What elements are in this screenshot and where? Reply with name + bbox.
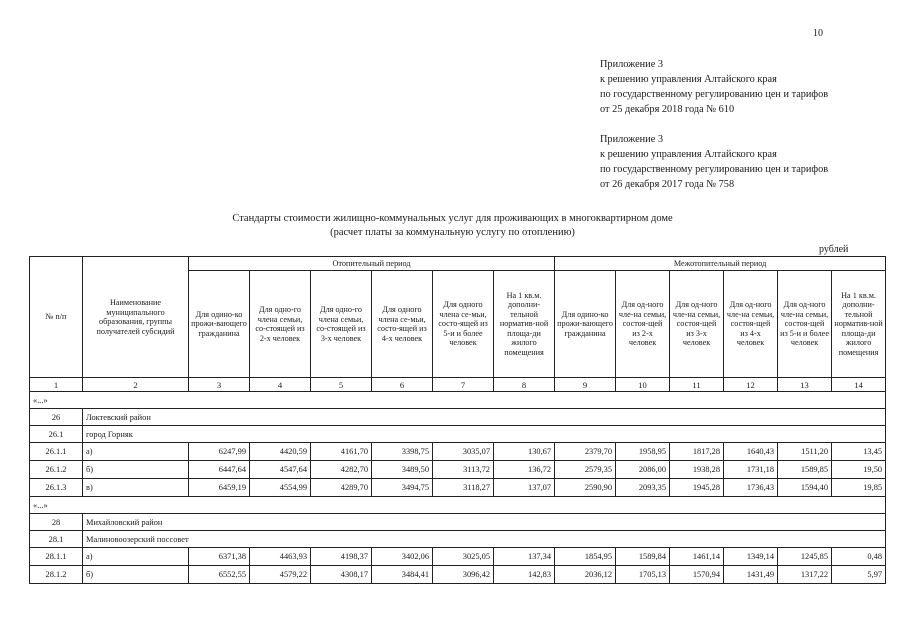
- column-index-cell: 12: [724, 378, 778, 392]
- row-group: в): [83, 479, 189, 497]
- value-cell: 4463,93: [250, 548, 311, 566]
- value-cell: 3096,42: [433, 566, 494, 584]
- document-title: [0, 212, 905, 240]
- ellipsis-cell: «...»: [30, 497, 886, 514]
- column-index-cell: 7: [433, 378, 494, 392]
- value-cell: 1570,94: [670, 566, 724, 584]
- header-nonheating-col: Для од-ного чле-на семьи, состоя-щей из 4-х человек: [724, 271, 778, 378]
- table-row: [30, 479, 886, 497]
- title-line-1: Стандарты стоимости жилищно-коммунальных услуг для проживающих в многоквартирном доме: [232, 213, 673, 224]
- value-cell: 1938,28: [670, 461, 724, 479]
- value-cell: 4554,99: [250, 479, 311, 497]
- header-nonheating-col: Для од-ного чле-на семьи, состоя-щей из 3-х человек: [670, 271, 724, 378]
- appendix-line: по государственному регулированию цен и тарифов: [600, 89, 829, 100]
- ellipsis-row: [30, 392, 886, 409]
- header-heating-col: Для одно-го члена семьи, со-стоящей из 2-х человек: [250, 271, 311, 378]
- appendix-note-2017: [600, 132, 828, 192]
- row-group: а): [83, 548, 189, 566]
- value-cell: 5,97: [832, 566, 886, 584]
- column-index-cell: 10: [616, 378, 670, 392]
- column-index-cell: 14: [832, 378, 886, 392]
- settlement-code: 26.1: [30, 426, 83, 443]
- header-heating-col: Для одного члена се-мьи, состо-ящей из 4-х человек: [372, 271, 433, 378]
- value-cell: 4547,64: [250, 461, 311, 479]
- value-cell: 1317,22: [778, 566, 832, 584]
- district-code: 28: [30, 514, 83, 531]
- appendix-line: по государственному регулированию цен и тарифов: [600, 164, 829, 175]
- value-cell: 3489,50: [372, 461, 433, 479]
- value-cell: 2579,35: [555, 461, 616, 479]
- district-code: 26: [30, 409, 83, 426]
- column-index-cell: 4: [250, 378, 311, 392]
- value-cell: 142,83: [494, 566, 555, 584]
- value-cell: 1245,85: [778, 548, 832, 566]
- column-index-cell: 2: [83, 378, 189, 392]
- value-cell: 3113,72: [433, 461, 494, 479]
- value-cell: 6247,99: [189, 443, 250, 461]
- value-cell: 1736,43: [724, 479, 778, 497]
- value-cell: 1945,28: [670, 479, 724, 497]
- value-cell: 1731,18: [724, 461, 778, 479]
- value-cell: 3484,41: [372, 566, 433, 584]
- header-heating-col: Для одного члена се-мьи, состо-ящей из 5-и и более человек: [433, 271, 494, 378]
- page-number: 10: [813, 28, 823, 39]
- appendix-line: Приложение 3: [600, 134, 663, 145]
- value-cell: 1958,95: [616, 443, 670, 461]
- column-index-cell: 6: [372, 378, 433, 392]
- value-cell: 4308,17: [311, 566, 372, 584]
- settlement-code: 28.1: [30, 531, 83, 548]
- header-number: № п/п: [30, 257, 83, 378]
- value-cell: 6371,38: [189, 548, 250, 566]
- settlement-row: [30, 426, 886, 443]
- column-index-cell: 9: [555, 378, 616, 392]
- value-cell: 2086,00: [616, 461, 670, 479]
- row-code: 28.1.1: [30, 548, 83, 566]
- value-cell: 1461,14: [670, 548, 724, 566]
- appendix-line: от 25 декабря 2018 года № 610: [600, 104, 735, 115]
- value-cell: 1431,49: [724, 566, 778, 584]
- value-cell: 6552,55: [189, 566, 250, 584]
- ellipsis-row: [30, 497, 886, 514]
- value-cell: 4579,22: [250, 566, 311, 584]
- value-cell: 1640,43: [724, 443, 778, 461]
- table-row: [30, 461, 886, 479]
- value-cell: 1705,13: [616, 566, 670, 584]
- value-cell: 1817,28: [670, 443, 724, 461]
- row-code: 26.1.1: [30, 443, 83, 461]
- value-cell: 2590,90: [555, 479, 616, 497]
- header-nonheating-col: Для од-ного чле-на семьи, состоя-щей из 2-х человек: [616, 271, 670, 378]
- district-row: [30, 514, 886, 531]
- appendix-line: от 26 декабря 2017 года № 758: [600, 179, 735, 190]
- value-cell: 3402,06: [372, 548, 433, 566]
- column-index-cell: 8: [494, 378, 555, 392]
- value-cell: 4198,37: [311, 548, 372, 566]
- appendix-line: к решению управления Алтайского края: [600, 149, 777, 160]
- value-cell: 137,34: [494, 548, 555, 566]
- settlement-name: город Горняк: [83, 426, 886, 443]
- column-index-cell: 11: [670, 378, 724, 392]
- value-cell: 4282,70: [311, 461, 372, 479]
- value-cell: 6459,19: [189, 479, 250, 497]
- value-cell: 13,45: [832, 443, 886, 461]
- value-cell: 137,07: [494, 479, 555, 497]
- value-cell: 3118,27: [433, 479, 494, 497]
- tariff-table: [29, 256, 886, 584]
- currency-unit: рублей: [819, 244, 849, 255]
- row-group: б): [83, 566, 189, 584]
- value-cell: 3494,75: [372, 479, 433, 497]
- header-municipality: Наименование муниципального образования, группы получателей субсидий: [83, 257, 189, 378]
- column-index-cell: 3: [189, 378, 250, 392]
- table-row: [30, 548, 886, 566]
- ellipsis-cell: «...»: [30, 392, 886, 409]
- value-cell: 1589,84: [616, 548, 670, 566]
- header-heating-period: Отопительный период: [189, 257, 555, 271]
- value-cell: 4420,59: [250, 443, 311, 461]
- value-cell: 1854,95: [555, 548, 616, 566]
- settlement-name: Малиновоозерский поссовет: [83, 531, 886, 548]
- column-index-cell: 1: [30, 378, 83, 392]
- value-cell: 4289,70: [311, 479, 372, 497]
- value-cell: 1511,20: [778, 443, 832, 461]
- table-row: [30, 566, 886, 584]
- appendix-line: Приложение 3: [600, 59, 663, 70]
- column-index-cell: 13: [778, 378, 832, 392]
- value-cell: 3035,07: [433, 443, 494, 461]
- value-cell: 4161,70: [311, 443, 372, 461]
- header-nonheating-period: Межотопительный период: [555, 257, 886, 271]
- value-cell: 2093,35: [616, 479, 670, 497]
- header-nonheating-col: Для одино-ко прожи-вающего гражданина: [555, 271, 616, 378]
- appendix-line: к решению управления Алтайского края: [600, 74, 777, 85]
- value-cell: 19,85: [832, 479, 886, 497]
- district-name: Михайловский район: [83, 514, 886, 531]
- value-cell: 3025,05: [433, 548, 494, 566]
- header-nonheating-col: Для од-ного чле-на семьи, состоя-щей из 5-и и более человек: [778, 271, 832, 378]
- column-index-row: [30, 378, 886, 392]
- row-code: 26.1.3: [30, 479, 83, 497]
- table-row: [30, 443, 886, 461]
- value-cell: 2379,70: [555, 443, 616, 461]
- row-group: а): [83, 443, 189, 461]
- header-heating-col: Для одно-го члена семьи, со-стоящей из 3-х человек: [311, 271, 372, 378]
- row-code: 28.1.2: [30, 566, 83, 584]
- value-cell: 136,72: [494, 461, 555, 479]
- district-name: Локтевский район: [83, 409, 886, 426]
- settlement-row: [30, 531, 886, 548]
- value-cell: 1589,85: [778, 461, 832, 479]
- value-cell: 1349,14: [724, 548, 778, 566]
- value-cell: 130,67: [494, 443, 555, 461]
- district-row: [30, 409, 886, 426]
- appendix-note-2018: [600, 57, 828, 117]
- row-group: б): [83, 461, 189, 479]
- column-index-cell: 5: [311, 378, 372, 392]
- title-line-2: (расчет платы за коммунальную услугу по отоплению): [330, 227, 575, 238]
- value-cell: 1594,40: [778, 479, 832, 497]
- header-heating-col: Для одино-ко прожи-вающего гражданина: [189, 271, 250, 378]
- value-cell: 0,48: [832, 548, 886, 566]
- row-code: 26.1.2: [30, 461, 83, 479]
- header-heating-col: На 1 кв.м. дополни-тельной норматив-ной площа-ди жилого помещения: [494, 271, 555, 378]
- value-cell: 6447,64: [189, 461, 250, 479]
- value-cell: 2036,12: [555, 566, 616, 584]
- value-cell: 3398,75: [372, 443, 433, 461]
- value-cell: 19,50: [832, 461, 886, 479]
- header-nonheating-col: На 1 кв.м. дополни-тельной норматив-ной площа-ди жилого помещения: [832, 271, 886, 378]
- table-body: [30, 392, 886, 584]
